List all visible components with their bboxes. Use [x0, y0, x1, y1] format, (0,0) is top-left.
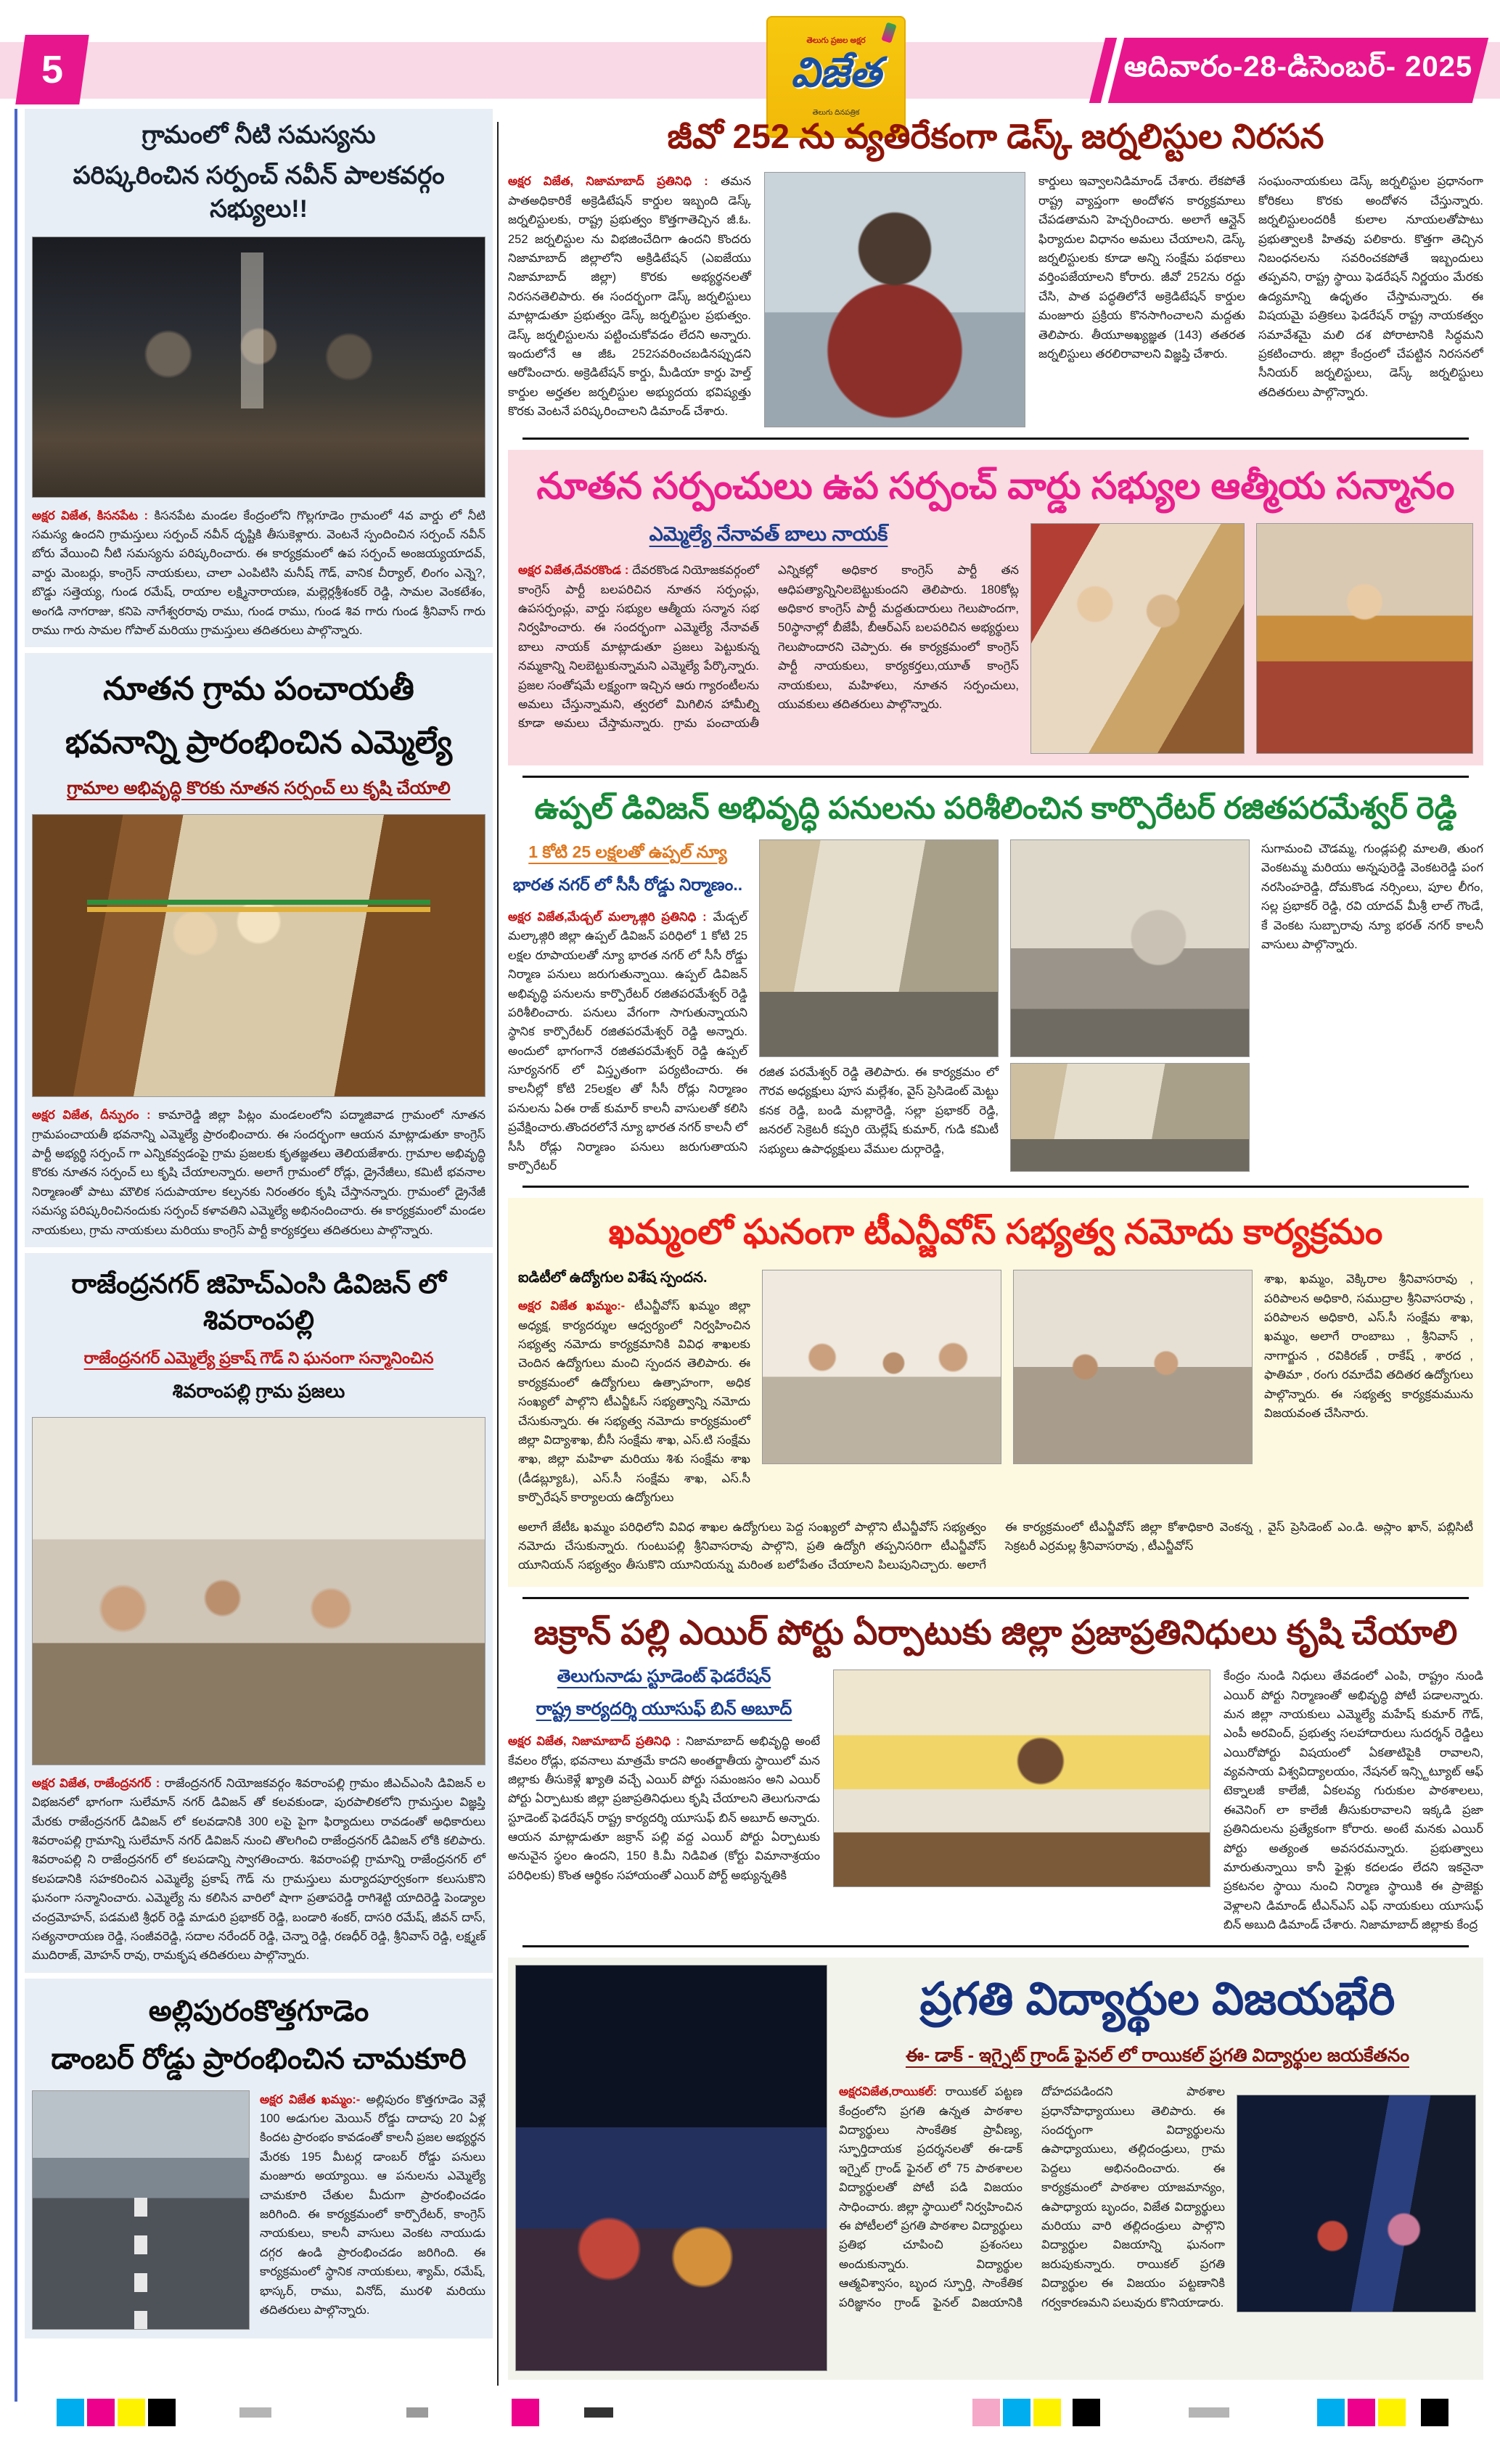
article-body-left — [508, 908, 747, 1175]
article-body-left — [508, 1732, 820, 1885]
article-headline: రాజేంద్రనగర్ జిహెచ్ఎంసి డివిజన్ లో శివరాంపల్లి — [71, 1268, 446, 1335]
article-subhead-orange: 1 కోటి 25 లక్షలతో ఉప్పల్ న్యూ — [528, 842, 727, 861]
section-rule — [522, 1186, 1469, 1188]
dateline: అక్షర విజేత, నిజామాబాద్ ప్రతినిధి : — [508, 1735, 681, 1749]
article-headline: నూతన గ్రామ పంచాయతీ — [103, 671, 414, 707]
article-rajendranagar — [25, 1253, 493, 1973]
article-body-col3: సంఘంనాయకులు డెస్క్ జర్నలిస్టుల ప్రధానంగా కోరికలు కొరకు అందోళన చేస్తున్నారు. జర్నలిస్టులందరికీ కులాల నూయలతోపాటు ప్రభుత్వాలకి హితవు పలికారు. కొత్తగా తెచ్చిన నిబంధనలను సవరించకపోతే ఇబ్బందులు తప్పవని, రాష్ట్ర స్థాయి ఫెడరేషన్ నిర్ణయం మేరకు ఉద్యమాన్ని ఉధృతం చేస్తామన్నారు. ఈ విషయమై పత్రికలు ఫెడరేషన్ రాష్ట్ర నాయకత్వం సమావేశమై మలి దశ పోరాటానికి సిద్ధమని ప్రకటించారు. జిల్లా కేంద్రంలో చేపట్టిన నిరసనలో సీనియర్ జర్నలిస్టులు, డెస్క్ జర్నలిస్టులు తదితరులు పాల్గొన్నారు. — [1258, 175, 1483, 399]
cmyk-yellow-mark — [118, 2399, 145, 2426]
left-column — [25, 109, 493, 2402]
article-subhead-blue: భారత నగర్ లో సీసీ రోడ్డు నిర్మాణం.. — [512, 874, 743, 894]
article-body-strip: అలాగే జేటీఓ ఖమ్మం పరిధిలోని వివిధ శాఖల ఉద్యోగులు పెద్ద సంఖ్యలో పాల్గొని టీఎన్జీవోస్ సభ్యత్వం నమోదు చేసుకున్నారు. గుంటుపల్లి శ్రీనివాసరావు పాల్గొని, ప్రతి ఉద్యోగి తప్పనిసరిగా టీఎన్జీవోస్ యూనియన్ సభ్యత్వం తీసుకొని యూనియన్ను మరింత బలోపేతం చేయాలని పిలుపునిచ్చారు. అలాగే ఈ కార్యక్రమంలో టీఎన్జీవోస్ జిల్లా కోశాధికారి వెంకన్న , వైస్ ప్రెసిడెంట్ ఎం.డి. అస్లాం ఖాన్, పబ్లిసిటీ సెక్రటరీ ఎర్రమల్ల శ్రీనివాసరావు , టీఎన్జీవోస్ — [518, 1520, 1473, 1572]
cmyk-yellow-mark — [1033, 2399, 1061, 2426]
cmyk-magenta-mark — [87, 2399, 115, 2426]
dateline: అక్షర విజేత ఖమ్మం:- — [518, 1299, 626, 1313]
photo-stage-event-tall — [515, 1965, 827, 2371]
article-subhead-1: తెలుగునాడు స్టూడెంట్ ఫెడరేషన్ — [557, 1667, 771, 1687]
article-text-block — [518, 523, 1019, 754]
article-body-right: శాఖ, ఖమ్మం, వెక్కిరాల శ్రీనివాసరావు , పరిపాలన అధికారి, సముద్రాల శ్రీనివాసరావు , పరిపాలన అధికారి, ఎస్.సీ సంక్షేమ శాఖ, ఖమ్మం, అలాగే రాంబాబు , శ్రీనివాస్ , నాగార్జున , రవికిరణ్ , రాకేష్ , శారద , ఫాతిమా , రంగు రమాదేవి తదితర ఉద్యోగులు పాల్గొన్నారు. ఈ సభ్యత్వ కార్యక్రమమును విజయవంత చేసినారు. — [1264, 1273, 1473, 1420]
body-text: రాయికల్ పట్టణ కేంద్రంలోని ప్రగతి ఉన్నత పాఠశాల విద్యార్థులు సాంకేతిక ప్రావీణ్య, స్ఫూర్తిదాయక ప్రదర్శనలతో ఈ-డాక్ ఇగ్నైట్ గ్రాండ్ ఫైనల్ లో 75 పాఠశాలల విద్యార్థులతో పోటీ పడి విజయం సాధించారు. జిల్లా స్థాయిలో నిర్వహించిన ఈ పోటీలలో ప్రగతి పాఠశాల విద్యార్థులు ప్రతిభ చూపించి ప్రశంసలు అందుకున్నారు. విద్యార్థుల ఆత్మవిశ్వాసం, బృంద స్ఫూర్తి, సాంకేతిక పరిజ్ఞానం గ్రాండ్ ఫైనల్ విజయానికి దోహదపడిందని పాఠశాల ప్రధానోపాధ్యాయులు తెలిపారు. ఈ సందర్భంగా విద్యార్థులను ఉపాధ్యాయులు, తల్లిదండ్రులు, గ్రామ పెద్దలు అభినందించారు. ఈ కార్యక్రమంలో పాఠశాల యాజమాన్యం, ఉపాధ్యాయ బృందం, విజేత విద్యార్థులు మరియు వారి తల్లిదండ్రులు పాల్గొని విద్యార్థుల విజయాన్ని ఘనంగా జరుపుకున్నారు. రాయికల్ ప్రగతి విద్యార్థుల ఈ విజయం పట్టణానికి గర్వకారణమని పలువురు కొనియాడారు. — [839, 2085, 1225, 2309]
body-text: నిజామాబాద్ అభివృద్ధి అంటే కేవలం రోడ్లు, భవనాలు మాత్రమే కాదని అంతర్జాతీయ స్థాయిలో మన జిల్లాకు తీసుకెళ్లే ఖ్యాతి వచ్చే ఎయిర్ పోర్టు సమంజసం అని ఎయిర్ పోర్టు ఏర్పాటుకు జిల్లా ప్రజాప్రతినిధులు కృషి చేయాలని తెలుగునాడు స్టూడెంట్ ఫెడరేషన్ రాష్ట్ర కార్యదర్శి యూసుఫ్ బిన్ అబూద్ అన్నారు. ఆయన మాట్లాడుతూ జక్రాన్ పల్లి వద్ద ఎయిర్ పోర్టు ఏర్పాటుకు అనువైన స్థలం ఉందని, 150 కి.మీ నిడివిత (కోర్టు విమానాశ్రయం పరిధిలకు) కొంత ఆర్థికం సహాయంతో ఎయిర్ పోర్ట్ అభ్యున్నతికి — [508, 1735, 820, 1882]
cmyk-cyan-mark — [1317, 2399, 1345, 2426]
article-subhead-2: రాష్ట్ర కార్యదర్శి యూసుఫ్ బిన్ అబూద్ — [536, 1699, 792, 1720]
section-rule — [522, 1597, 1469, 1599]
article-body — [260, 2090, 485, 2330]
article-subhead: ఈ- డాక్ - ఇగ్నైట్ గ్రాండ్ ఫైనల్ లో రాయికల్ ప్రగతి విద్యార్థుల జయకేతనం — [905, 2045, 1410, 2066]
article-body — [32, 1774, 485, 1966]
article-body — [32, 506, 485, 641]
body-text: టీఎన్జీవోస్ ఖమ్మం జిల్లా అధ్యక్ష, కార్యదర్శుల ఆధ్వర్యంలో నిర్వహించిన సభ్యత్వ నమోదు కార్యక్రమానికి వివిధ శాఖలకు చెందిన ఉద్యోగులు మంచి స్పందన తెలిపారు. ఈ కార్యక్రమంలో ఉద్యోగులు ఉత్సాహంగా, అధిక సంఖ్యలో పాల్గొని టీఎన్జీఓస్ సభ్యత్వాన్ని నమోదు చేసుకున్నారు. ఈ సభ్యత్వ నమోదు కార్యక్రమంలో జిల్లా విద్యాశాఖ, బీసీ సంక్షేమ శాఖ, ఎస్.టి సంక్షేమ శాఖ, జిల్లా మహిళా మరియు శిశు సంక్షేమ శాఖ (డీడబ్ల్యూఓ), ఎస్.సీ సంక్షేమ శాఖ, ఎస్.సీ కార్పొరేషన్ కార్యాలయ ఉద్యోగులు — [518, 1299, 750, 1505]
section-rule — [522, 1945, 1469, 1947]
photo-with-caption — [759, 839, 999, 1175]
article-headline: ఖమ్మంలో ఘనంగా టీఎన్జీవోస్ సభ్యత్వ నమోదు కార్యక్రమం — [608, 1213, 1383, 1252]
dateline: అక్షర విజేత, నిజామాబాద్ ప్రతినిధి : — [508, 175, 708, 189]
photo-tdp-banner-desk — [833, 1670, 1210, 1887]
cmyk-cyan-mark — [1003, 2399, 1030, 2426]
cmyk-black-mark — [148, 2399, 176, 2426]
dateline: అక్షర విజేత, కిసనపేట : — [32, 509, 148, 522]
masthead-tagline-bottom: తెలుగు దినపత్రిక — [812, 108, 860, 117]
photo-road-work — [1010, 1063, 1250, 1172]
dateline: అక్షర విజేత,దేవరకొండ : — [518, 564, 629, 578]
article-subhead-black: శివరాంపల్లి గ్రామ ప్రజలు — [172, 1379, 345, 1402]
article-layout-row — [518, 523, 1473, 754]
dateline: అక్షర విజేత, రాజేంద్రనగర్ : — [32, 1776, 160, 1790]
article-pragathi-students — [508, 1958, 1483, 2380]
body-text: రాజేంద్రనగర్ నియోజకవర్గం శివరాంపల్లి గ్రామం జీఎచ్ఎంసి డివిజన్ ల విభజనలో భాగంగా సులేమాన్ నగర్ డివిజన్ తో కలవకుండా, పురపాలికలోని గ్రామస్తుల విజ్ఞప్తి మేరకు రాజేంద్రనగర్ డివిజన్ లో కలవడానికి 300 లపై పైగా ఫిర్యాదులు రావడంతో అధికారులు శివరాంపల్లి గ్రామాన్ని సులేమాన్ నగర్ డివిజన్ నుంచి తొలగించి రాజేంద్రనగర్ డివిజన్ లోకి కలిపారు. శివరాంపల్లి ని రాజేంద్రనగర్ లో కలపడాన్ని స్వాగతించారు. శివరాంపల్లి గ్రామాన్ని రాజేంద్రనగర్ లో కలపడానికి సహకరించిన ఎమ్మెల్యే ప్రకాష్ గౌడ్ ను గ్రామస్తులు మర్యాదపూర్వకంగా కలుసుకొని ఘనంగా సన్మానించారు. ఎమ్మెల్యే ను కలిసిన వారిలో షాగా ప్రతాపరెడ్డి రాగిశెట్టి యాదిరెడ్డి పెండ్యాల చంద్రమోహన్, పడమటి శ్రీధర్ రెడ్డి మాడురి ప్రభాకర్ రెడ్డి, బండారి శంకర్, దాసరి రమేష్, జీవన్ దాస్, సత్యనారాయణ రెడ్డి, సంజీవరెడ్డి, సదాల నరేందర్ రెడ్డి, చెన్నా రెడ్డి, రణధీర్ రెడ్డి, శ్రీనివాస్ రెడ్డి, లక్ష్మణ్ ముదిరాజ్, మోహన్ రావు, రామకృష తదితరులు పాల్గొన్నారు. — [32, 1776, 485, 1963]
cmyk-magenta-mark — [1348, 2399, 1375, 2426]
dateline: అక్షర విజేత ఖమ్మం:- — [260, 2093, 361, 2106]
article-headline: జీవో 252 ను వ్యతిరేకంగా డెస్క్ జర్నలిస్టుల నిరసన — [667, 117, 1324, 155]
article-subhead: గ్రామాల అభివృద్ధి కొరకు నూతన సర్పంచ్ లు కృషి చేయాలి — [67, 779, 451, 799]
body-text: మేడ్చల్ మల్కాజ్గిరి జిల్లా ఉప్పల్ డివిజన్ పరిధిలో 1 కోటి 25 లక్షల రూపాయలతో న్యూ భారత నగర్ లో సీసీ రోడ్డు నిర్మాణ పనులు జరుగుతున్నాయి. ఉప్పల్ డివిజన్ అభివృద్ధి పనులను కార్పొరేటర్ రజితపరమేశ్వర్ రెడ్డి పరిశీలించారు. పనులు వేగంగా సాగుతున్నాయని స్థానిక కార్పొరేటర్ రజితపరమేశ్వర్ రెడ్డి అన్నారు. అందులో భాగంగానే రజితపరమేశ్వర్ రెడ్డి ఉప్పల్ సూర్యనగర్ లో విస్తృతంగా పర్యటించారు. ఈ కాలనీల్లో కోటి 25లక్షల తో సీసీ రోడ్లు నిర్మాణం పనులను ఏఈ రాజ్ కుమార్ కాలనీ వాసులతో కలిసి ప్రవేక్షించారు.తొందరలోనే న్యూ భారత నగర్ కాలనీ లో సీసీ రోడ్లు నిర్మాణం పనులు జరుగుతాయని కార్పొరేటర్ — [508, 910, 747, 1173]
dateline: అక్షర విజేత,మేడ్చల్ మల్కాజ్గిరి ప్రతినిధి : — [508, 910, 707, 924]
article-body-col2: కార్డులు ఇవ్వాలనిడిమాండ్ చేశారు. లేకపోతే రాష్ట్ర వ్యాప్తంగా అందోళన కార్యక్రమాలు చేపడతామని హెచ్చరించారు. అలాగే ఆన్లైన్ ఫిర్యాదుల విధానం అమలు చేయాలని, డెస్క్ జర్నలిస్టులకు కూడా అన్ని సంక్షేమ పథకాలు వర్తింపజేయాలని కోరారు. జీవో 252ను రద్దు చేసి, పాత పద్ధతిలోనే అక్రెడిటేషన్ కార్డుల మంజూరు ప్రక్రియ కొనసాగించాలని మద్దతు తెలిపారు. తీయూఅఖ్యజ్ఞత (143) తతరత జర్నలిస్టులు తరలిరావాలని విజ్ఞప్తి చేశారు. — [1038, 175, 1245, 361]
main-column — [508, 109, 1483, 2402]
photo-indoor-felicitation — [32, 1417, 485, 1765]
cmyk-yellow-mark — [1378, 2399, 1406, 2426]
article-headline: నూతన సర్పంచులు ఉప సర్పంచ్ వార్డు సభ్యుల ఆత్మీయ సన్మానం — [536, 465, 1455, 507]
article-tar-road — [25, 1979, 493, 2338]
masthead-title: విజేత — [790, 49, 882, 95]
registration-marks — [0, 2394, 1500, 2432]
cmyk-black-mark — [1421, 2399, 1448, 2426]
article-text-block — [518, 1270, 750, 1507]
photo-press-meet — [764, 172, 1025, 427]
photo-stage-event-wide — [1237, 2095, 1476, 2312]
article-airport — [508, 1609, 1483, 1947]
article-go252-protest — [508, 113, 1483, 440]
article-tngos-membership — [508, 1198, 1483, 1586]
article-body-col1 — [508, 172, 751, 427]
page-number: 5 — [41, 48, 64, 91]
article-body-right: సుగామంచి చౌడమ్మ, గుండ్లపల్లి మాలతి, తుంగ వెంకటమ్మ మరియు అన్నపురెడ్డి వెంకటరెడ్డి పంగ నరసింహరెడ్డి, దోమకొండ నర్సింలు, పూల లీగం, సల్ల ప్రభాకర్ రెడ్డి, రవి యాదవ్ మీశ్రీ లాల్ గౌండే, కే వెంకట సుబ్బారావు న్యూ భరత్ నగర్ కాలనీ వాసులు పాల్గొన్నారు. — [1261, 842, 1483, 951]
article-headline: ఉప్పల్ డివిజన్ అభివృద్ధి పనులను పరిశీలించిన కార్పొరేటర్ రజితపరమేశ్వర్ రెడ్డి — [534, 791, 1457, 826]
photo-felicitation-2 — [1256, 523, 1473, 754]
article-text-block — [839, 1965, 1476, 2371]
page-number-box — [15, 35, 89, 104]
body-text: దేవరకొండ నియోజకవర్గంలో కాంగ్రెస్ పార్టీ బలపరిచిన నూతన సర్పంచ్లు, ఉపసర్పంచ్లు, వార్డు సభ్యుల ఆత్మీయ సన్మాన సభ నిర్వహించారు. ఈ సందర్భంగా ఎమ్మెల్యే నేనావత్ బాలు నాయక్ మాట్లాడుతూ ప్రజలు పెట్టుకున్న నమ్మకాన్ని నిలబెట్టుకున్నామని ఎమ్మెల్యే పేర్కొన్నారు. ప్రజల సంతోషమే లక్ష్యంగా ఇచ్చిన ఆరు గ్యారంటీలను అమలు చేస్తున్నామని, త్వరలో మిగిలిన హామీల్ని కూడా అమలు చేస్తామన్నారు. గ్రామ పంచాయతీ ఎన్నికల్లో అధికార కాంగ్రెస్ పార్టీ తన ఆధిపత్యాన్నినిలబెట్టుకుందని తెలిపారు. 180కోట్ల అధికార కాంగ్రెస్ పార్టీ మద్దతుదారులు గెలుపొందగా, 50స్థానాల్లో బీజేపీ, బీఆర్ఎస్ బలపరిచిన అభ్యర్థులు గెలుపొందారని చెప్పారు. ఈ కార్యక్రమంలో కాంగ్రెస్ పార్టీ నాయకులు, కార్యకర్తలు,యూత్ కాంగ్రెస్ నాయకులు, మహిళలు, నూతన సర్పంచులు, యువకులు తదితరులు పాల్గొన్నారు. — [518, 564, 1019, 731]
body-text: కామారెడ్డి జిల్లా పిట్లం మండలంలోని పద్మాజివాడ గ్రామంలో నూతన గ్రామపంచాయతీ భవనాన్ని ఎమ్మెల్యే ప్రారంభించారు. ఈ సందర్భంగా ఆయన మాట్లాడుతూ కాంగ్రెస్ పార్టీ అభ్యర్థి సర్పంచ్ గా ఎన్నికవ్వడంపై గ్రామ ప్రజలకు కృతజ్ఞతలు తెలియజేశారు. గ్రామాల అభివృద్ధి కొరకు నూతన సర్పంచ్ లు కృషి చేయాలన్నారు. అలాగే గ్రామంలో రోడ్లు, డ్రైనేజీలు, కమిటీ భవనాల నిర్మాణంతో పాటు మౌలిక సదుపాయాల కల్పనకు నిరంతరం కృషి చేస్తానన్నారు. గ్రామంలో డ్రైనేజీ సమస్య పరిష్కరించినందుకు సర్పంచ్ కళావతిని ఎమ్మెల్యే అభినందించారు. ఈ కార్యక్రమంలో మండల నాయకులు, గ్రామ నాయకులు మరియు కాంగ్రెస్ పార్టీ కార్యకర్తలు తదితరులు పాల్గొన్నారు. — [32, 1109, 485, 1237]
edition-date: ఆదివారం-28-డిసెంబర్- 2025 — [1123, 50, 1473, 83]
article-layout-row — [839, 2082, 1476, 2312]
article-sarpanch-felicitation — [508, 450, 1483, 765]
body-text: కిసనపేట మండల కేంద్రంలోని గొల్లగూడెం గ్రామంలో 4వ వార్డు లో నీటి సమస్య ఉందని గ్రామస్తులు సర్పంచ్ నవీన్ దృష్టికి తీసుకెళ్లారు. వెంటనే స్పందించిన సర్పంచ్ నవీన్ బోరు వేయించి నీటి సమస్యను పరిష్కరించారు. ఈ కార్యక్రమంలో ఉప సర్పంచ్ అంజయ్యయాదవ్, వార్డు మెంబర్లు, కాంగ్రెస్ నాయకులు, చాలా ఎంపిటిసి మనీష్ గౌడ్, వానిక చీర్యాల్, లింగం ఎన్నె?, బొడ్డు సత్తెయ్య, గుండ రమేష్, రాయాల లక్ష్మినారాయణ, మల్లెర్లశ్రీశంకర్ రెడ్డి, సామల వెంకటేశం, అంగడి నాగరాజు, కనిపె నాగేశ్వరరావు రాము, గుండ రాము, గుండ శివ గారు గుండ శ్రీనివాస్ గారు రాము గారు సామల గోపాల్ మరియు గ్రామస్తులు తదితరులు పాల్గొన్నారు. — [32, 509, 485, 638]
article-layout-row — [32, 2090, 485, 2330]
article-headline-line2: పరిష్కరించిన సర్పంచ్ నవీన్ పాలకవర్గం సభ్యులు!! — [73, 161, 445, 223]
masthead-flourish-icon — [881, 22, 896, 43]
article-layout-row — [518, 1270, 1473, 1507]
photo-cement-mixer — [1010, 839, 1250, 1057]
gray-mark — [406, 2407, 428, 2418]
photo-street-inspection — [759, 839, 999, 1057]
body-text-2: అంటే మనకు ఎయిర్ పోర్టు అత్యంత అవసరమన్నారు. ప్రభుత్వాలు మారుతున్నాయి కానీ ఫైళ్లు కదలడం లేదని ఇకనైనా ప్రకటనల స్థాయి నుంచి నిర్మాణ స్థాయికి ఈ ప్రాజెక్టు వెళ్లాలని డిమాండ్ టీఎన్ఎస్ ఎఫ్ నాయకులు యూసుఫ్ బిన్ అబుది డిమాండ్ చేశారు. నిజామాబాద్ జిల్లాకు కేంద్ర — [1224, 1823, 1483, 1932]
article-headline-line2: డాంబర్ రోడ్డు ప్రారంభించిన చామకూరి — [51, 2042, 467, 2075]
article-body — [518, 561, 1019, 734]
cmyk-black-mark — [1073, 2399, 1100, 2426]
photo-road-inauguration — [32, 2090, 250, 2330]
photo-office-group-2 — [1013, 1270, 1253, 1464]
body-text: తమన పాతఅధికారికే అక్రెడిటేషన్ కార్డుల ఇబ్బంది డెస్క్ జర్నలిస్టులకు, రాష్ట్ర ప్రభుత్వం కొత్తగాతెచ్చిన జీ.ఓ. 252 జర్నలిస్టుల ను విభజించేదిగా ఉందని కొందరు నిజామాబాద్ జిల్లాలోని అక్రిడిటేషన్ (ఎఐజేయు నిజామాబాద్ జిల్లా) కొరకు అభ్యర్థనలతో నిరసనతెలిపారు. ఈ సందర్భంగా డెస్క్ జర్నలిస్టులు మాట్లాడుతూ ప్రభుత్వం డెస్క్ జర్నలిస్టుల ప్రభుత్వం. డెస్క్ జర్నలిస్టులను పట్టించుకోవడం లేదని అన్నారు. ఇందులోనే ఆ జీఓ 252సవరించబడినప్పుడని ఆరోపించారు. అక్రెడిటేషన్ కార్డు, మీడియా కార్డు హెల్త్ కార్డుల అర్హతల జర్నలిస్టుల అభ్యుదయ భవిష్యత్తు కొరకు వెంటనే పరిష్కరించాలని డిమాండ్ చేశారు. — [508, 175, 751, 419]
masthead-tagline-top: తెలుగు ప్రజల అక్షర — [806, 36, 866, 45]
body-text: అల్లిపురం కొత్తగూడెం వెళ్లే 100 అడుగుల మెయిన్ రోడ్డు దాదాపు 20 ఏళ్ల కిందట ప్రారంభం కావడంతో కాలనీ ప్రజల అభ్యర్థన మేరకు 195 మీటర్ల డాంబర్ రోడ్డు పనులు మంజూరు అయ్యాయి. ఆ పనులను ఎమ్మెల్యే చామకూరి చేతుల మీదుగా ప్రారంభించడం జరిగింది. ఈ కార్యక్రమంలో కార్పొరేటర్, కాంగ్రెస్ నాయకులు, కాలనీ వాసులు వెంకట నాయుడు దగ్గర ఉండి ప్రారంభించడం జరిగింది. ఈ కార్యక్రమంలో స్థానిక నాయకులు, శ్యామ్, రమేష్, భాస్కర్, రాము, వినోద్, మురళి మరియు తదితరులు పాల్గొన్నారు. — [260, 2093, 486, 2317]
pink-mark — [972, 2399, 1000, 2426]
article-headline: ప్రగతి విద్యార్థుల విజయభేరి — [919, 1974, 1396, 2024]
photo-felicitation-1 — [1030, 523, 1245, 754]
article-text-block — [508, 1667, 820, 1934]
cmyk-magenta-mark — [512, 2399, 539, 2426]
article-layout-row — [508, 839, 1483, 1175]
article-subhead: ఐడిటీలో ఉద్యోగుల విశేష స్పందన. — [518, 1270, 708, 1286]
photo-block — [1010, 839, 1250, 1175]
article-panchayati-building — [25, 653, 493, 1247]
body-text: కేంద్రం నుండి నిధులు తేవడంలో ఎంపి, రాష్ట్రం నుండి ఎయిర్ పోర్టు నిర్మాణంతో అభివృద్ధి పోటీ పడాలన్నారు. మన జిల్లా నాయకులు ఎమ్మెల్యే మహేష్ కుమార్ గౌడ్, ఎంపీ అరవింద్, ప్రభుత్వ సలహాదారులు సుదర్శన్ రెడ్డిలు ఎయిరోపోర్టు విషయంలో ఏకతాటిపైకి రావాలని, వ్యవసాయ విశ్వవిద్యాలయం, నేషనల్ ఇన్స్టిట్యూట్ ఆఫ్ టెక్నాలజీ కాలేజీ, ఏకలవ్య గురుకుల పాఠశాలలు, ఈవెనింగ్ లా కాలేజీ తీసుకురావాలని ఇక్కడి ప్రజా ప్రతినిదులను ప్రత్యేకంగా కోరారు. — [1224, 1670, 1483, 1836]
article-body-mid: రజిత పరమేశ్వర్ రెడ్డి తెలిపారు. ఈ కార్యక్రమం లో గౌరవ అధ్యక్షులు పూస మల్లేశం, వైస్ ప్రెసిడెంట్ మెట్టు కనక రెడ్డి, బండి మల్లారెడ్డి, సల్లా ప్రభాకర్ రెడ్డి, జనరల్ సెక్రెటరీ కప్పరి యెల్లేష్ కుమార్, గుడి కమిటీ సభ్యులు ఉపాధ్యక్షులు వేముల దుర్గారెడ్డి, — [759, 1065, 999, 1156]
dateline: అక్షరవిజేత,రాయికల్: — [839, 2085, 938, 2099]
article-subhead-red: రాజేంద్రనగర్ ఎమ్మెల్యే ప్రకాష్ గౌడ్ ని ఘనంగా సన్మానించిన — [83, 1348, 434, 1367]
date-banner — [1101, 38, 1488, 103]
column-divider-rule — [497, 122, 499, 2386]
photo-office-group-1 — [762, 1270, 1001, 1464]
section-rule — [522, 776, 1469, 778]
article-layout-row — [508, 172, 1483, 427]
article-subhead: ఎమ్మెల్యే నేనావత్ బాలు నాయక్ — [649, 523, 888, 546]
article-body-right — [1224, 1667, 1483, 1934]
black-dash-mark — [584, 2407, 613, 2418]
dateline: అక్షర విజేత, దీన్పురం : — [32, 1109, 151, 1122]
article-water-problem — [25, 109, 493, 647]
cmyk-cyan-mark — [57, 2399, 84, 2426]
section-rule — [522, 438, 1469, 440]
article-body-left — [518, 1297, 750, 1507]
article-body — [32, 1106, 485, 1240]
article-headline: అల్లిపురంకొత్తగూడెం — [148, 1995, 369, 2027]
left-edge-rule — [15, 109, 17, 2402]
article-headline-line2: భవనాన్ని ప్రారంభించిన ఎమ్మెల్యే — [65, 724, 453, 760]
article-layout-row — [508, 1667, 1483, 1934]
article-body — [839, 2082, 1225, 2312]
article-headline: జక్రాన్ పల్లి ఎయిర్ పోర్టు ఏర్పాటుకు జిల్లా ప్రజాప్రతినిధులు కృషి చేయాలి — [533, 1612, 1458, 1651]
photo-ribbon-cutting — [32, 814, 485, 1097]
article-text-block — [508, 839, 747, 1175]
photo-night-borewell — [32, 237, 485, 498]
gray-mark — [1189, 2407, 1229, 2418]
gray-mark — [239, 2407, 271, 2418]
article-headline: గ్రామంలో నీటి సమస్యను — [142, 121, 376, 149]
article-uppal-division — [508, 788, 1483, 1188]
